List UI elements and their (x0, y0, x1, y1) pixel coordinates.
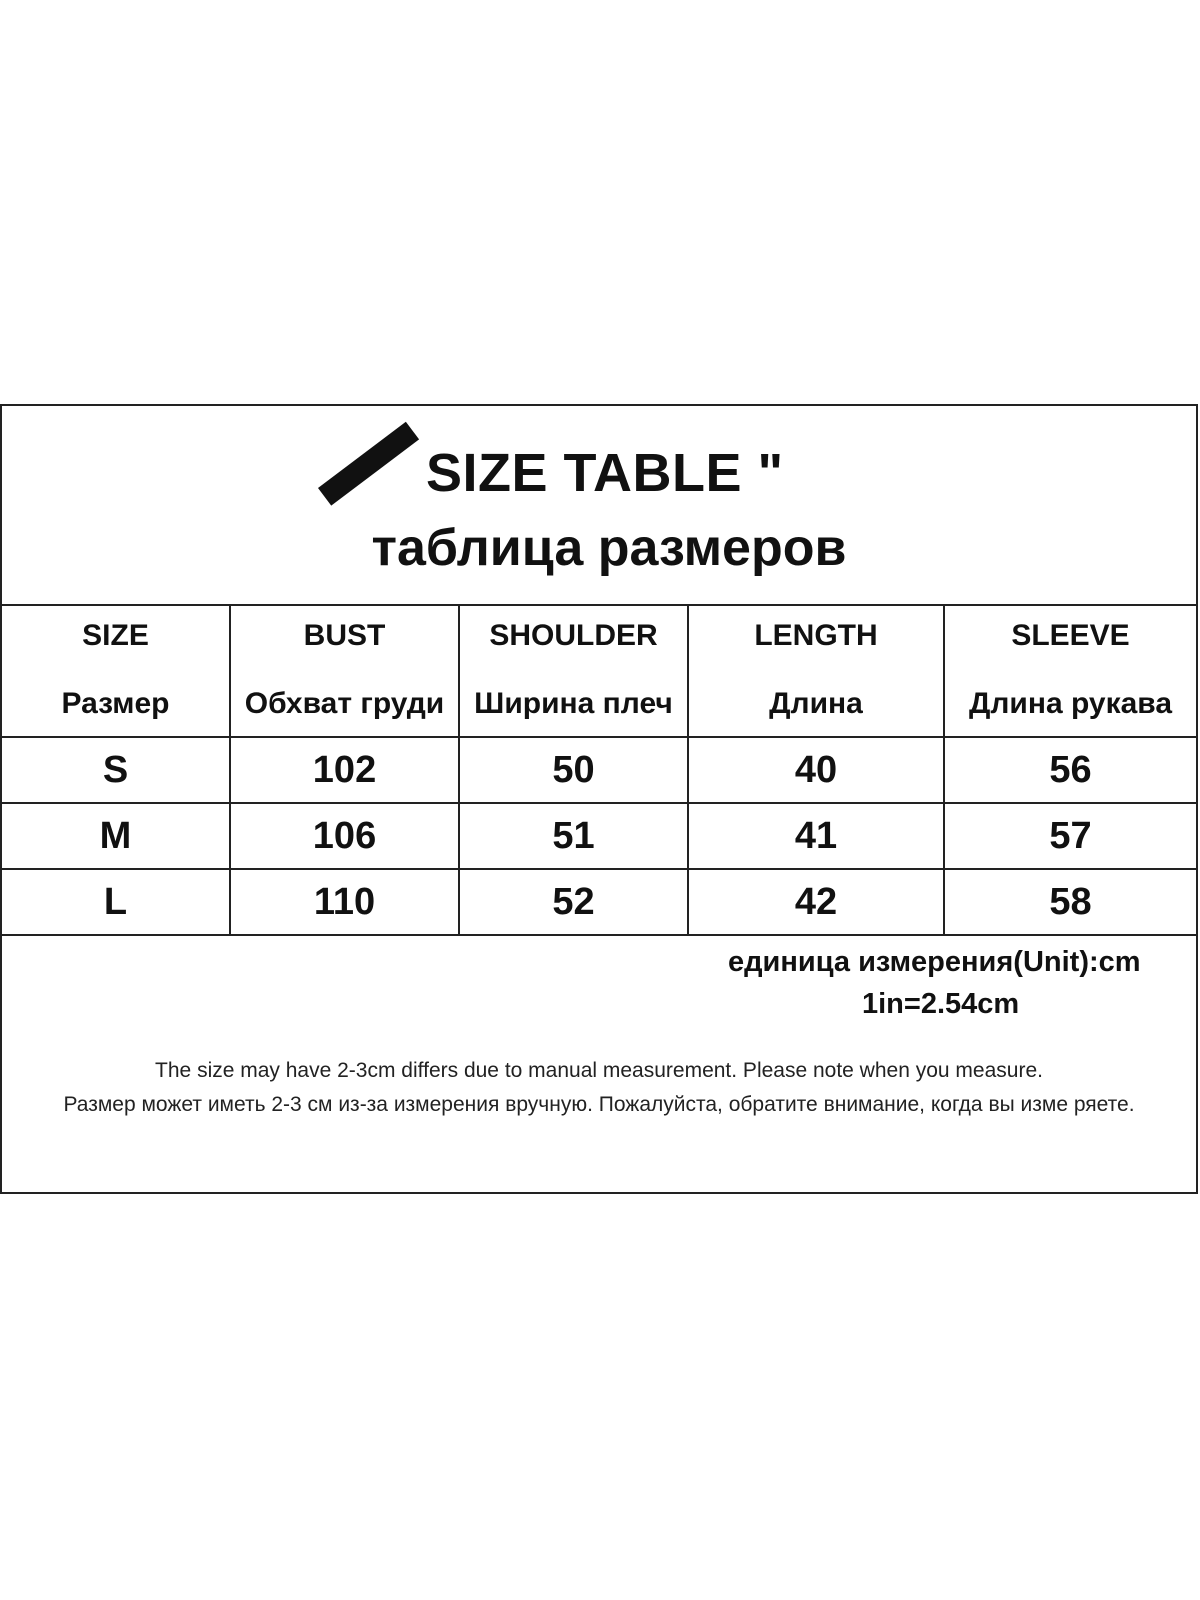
disclaimer-russian: Размер может иметь 2-3 см из-за измерения вручную. Пожалуйста, обратите внимание, когда вы изме ряете. (63, 1093, 1135, 1116)
sleeve-cell: 58 (944, 869, 1196, 935)
title-block (2, 406, 1196, 606)
shoulder-cell: 52 (459, 869, 688, 935)
table-row (2, 737, 1196, 803)
disclaimer-english: The size may have 2-3cm differs due to manual measurement. Please note when you measure. (155, 1059, 1043, 1082)
size-cell: S (2, 737, 230, 803)
title-english: SIZE TABLE " (426, 443, 784, 503)
table-row (2, 803, 1196, 869)
column-header-size (2, 604, 230, 737)
size-cell: L (2, 869, 230, 935)
column-header-ru: Размер (61, 687, 170, 720)
length-cell: 42 (688, 869, 944, 935)
slash-decoration-icon (318, 422, 419, 506)
disclaimer (12, 1054, 1186, 1122)
size-chart (0, 404, 1198, 1194)
column-header-bust (230, 604, 459, 737)
size-table (2, 604, 1196, 936)
shoulder-cell: 51 (459, 803, 688, 869)
column-header-en: LENGTH (754, 619, 878, 652)
bust-cell: 110 (230, 869, 459, 935)
shoulder-cell: 50 (459, 737, 688, 803)
length-cell: 40 (688, 737, 944, 803)
notes-section (2, 936, 1196, 1192)
column-header-ru: Ширина плеч (474, 687, 673, 720)
bust-cell: 102 (230, 737, 459, 803)
table-header-row (2, 604, 1196, 737)
conversion-note: 1in=2.54cm (862, 988, 1020, 1020)
column-header-length (688, 604, 944, 737)
length-cell: 41 (688, 803, 944, 869)
column-header-en: SLEEVE (1011, 619, 1130, 652)
column-header-en: SHOULDER (489, 619, 658, 652)
column-header-ru: Обхват груди (244, 687, 445, 720)
table-row (2, 869, 1196, 935)
column-header-shoulder (459, 604, 688, 737)
sleeve-cell: 56 (944, 737, 1196, 803)
bust-cell: 106 (230, 803, 459, 869)
column-header-en: SIZE (82, 619, 149, 652)
title-russian: таблица размеров (371, 519, 847, 577)
unit-note: единица измерения(Unit):cm (728, 946, 1141, 978)
column-header-en: BUST (303, 619, 386, 652)
column-header-ru: Длина (769, 687, 863, 720)
column-header-ru: Длина рукава (968, 687, 1173, 720)
column-header-sleeve (944, 604, 1196, 737)
size-cell: M (2, 803, 230, 869)
sleeve-cell: 57 (944, 803, 1196, 869)
